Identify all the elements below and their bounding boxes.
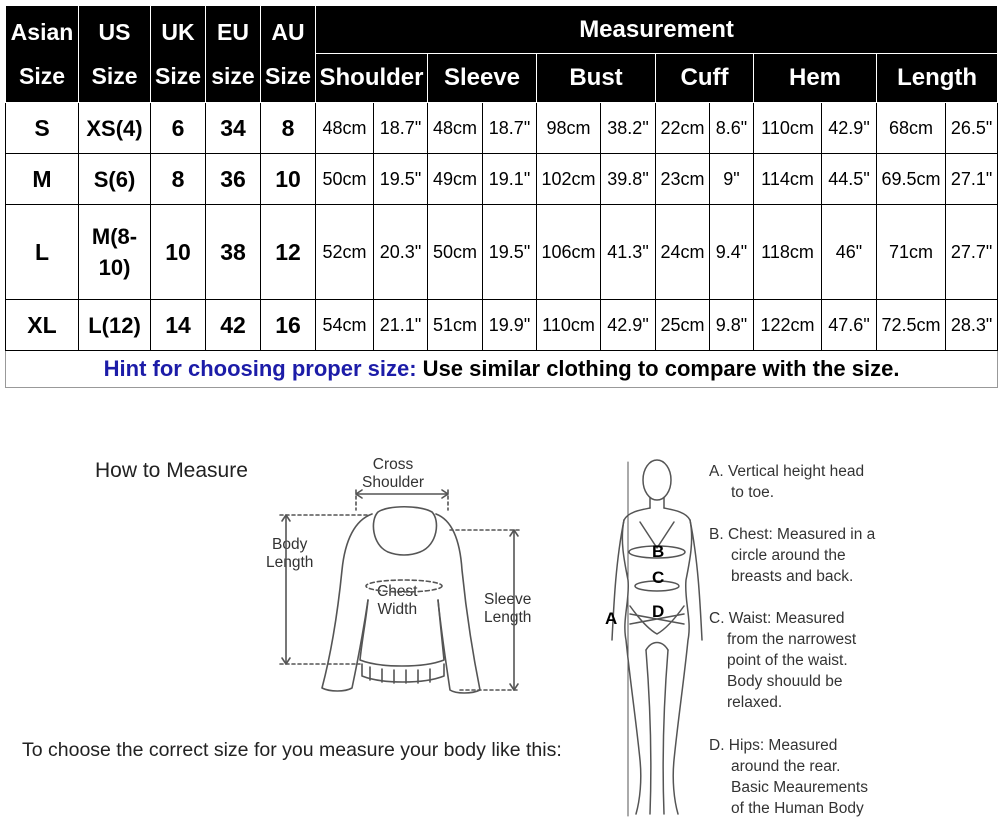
sleeve-in-cell: 19.5" bbox=[483, 205, 537, 300]
us-size-cell: L(12) bbox=[79, 300, 151, 351]
eu-size-cell: 36 bbox=[206, 154, 261, 205]
bust-in-cell: 39.8" bbox=[601, 154, 656, 205]
letter-b: B bbox=[652, 542, 665, 561]
us-size-cell: M(8-10) bbox=[79, 205, 151, 300]
sleeve-in-cell: 19.9" bbox=[483, 300, 537, 351]
au-size-cell: 16 bbox=[261, 300, 316, 351]
chest-width-label: Chest Width bbox=[377, 583, 418, 618]
letter-c: C bbox=[652, 568, 665, 587]
bust-cm-cell: 106cm bbox=[537, 205, 601, 300]
bust-in-cell: 38.2" bbox=[601, 103, 656, 154]
eu-size-cell: 38 bbox=[206, 205, 261, 300]
asian-size-cell: XL bbox=[6, 300, 79, 351]
cuff-cm-cell: 25cm bbox=[656, 300, 710, 351]
shoulder-cm-cell: 50cm bbox=[316, 154, 374, 205]
sleeve-length-label: Sleeve Length bbox=[484, 591, 532, 626]
sleeve-cm-cell: 49cm bbox=[428, 154, 483, 205]
cuff-in-cell: 8.6" bbox=[710, 103, 754, 154]
sleeve-cm-cell: 51cm bbox=[428, 300, 483, 351]
hem-in-cell: 44.5" bbox=[822, 154, 877, 205]
header-bust: Bust bbox=[537, 54, 656, 103]
cuff-cm-cell: 22cm bbox=[656, 103, 710, 154]
shoulder-cm-cell: 54cm bbox=[316, 300, 374, 351]
hem-in-cell: 47.6" bbox=[822, 300, 877, 351]
shoulder-in-cell: 21.1" bbox=[374, 300, 428, 351]
uk-size-cell: 6 bbox=[151, 103, 206, 154]
note-a: A. Vertical height head to toe. bbox=[709, 463, 865, 501]
header-sleeve: Sleeve bbox=[428, 54, 537, 103]
au-size-cell: 12 bbox=[261, 205, 316, 300]
sleeve-in-cell: 19.1" bbox=[483, 154, 537, 205]
eu-size-cell: 42 bbox=[206, 300, 261, 351]
cross-shoulder-label: Cross Shoulder bbox=[362, 456, 425, 491]
length-in-cell: 27.1" bbox=[946, 154, 998, 205]
us-size-cell: XS(4) bbox=[79, 103, 151, 154]
hint-text: Use similar clothing to compare with the size. bbox=[416, 356, 900, 381]
sleeve-in-cell: 18.7" bbox=[483, 103, 537, 154]
shoulder-cm-cell: 52cm bbox=[316, 205, 374, 300]
uk-size-cell: 8 bbox=[151, 154, 206, 205]
asian-size-cell: M bbox=[6, 154, 79, 205]
eu-size-cell: 34 bbox=[206, 103, 261, 154]
instruction-text: To choose the correct size for you measure your body like this: bbox=[22, 739, 562, 761]
shoulder-cm-cell: 48cm bbox=[316, 103, 374, 154]
header-measurement: Measurement bbox=[316, 6, 998, 54]
hem-cm-cell: 110cm bbox=[754, 103, 822, 154]
au-size-cell: 8 bbox=[261, 103, 316, 154]
shoulder-in-cell: 19.5" bbox=[374, 154, 428, 205]
header-eu-size: EU size bbox=[206, 6, 261, 103]
how-to-measure-title: How to Measure bbox=[95, 459, 248, 482]
length-cm-cell: 72.5cm bbox=[877, 300, 946, 351]
sleeve-cm-cell: 50cm bbox=[428, 205, 483, 300]
header-uk-size: UK Size bbox=[151, 6, 206, 103]
hem-in-cell: 46" bbox=[822, 205, 877, 300]
shoulder-in-cell: 20.3" bbox=[374, 205, 428, 300]
uk-size-cell: 14 bbox=[151, 300, 206, 351]
header-asian-size: Asian Size bbox=[6, 6, 79, 103]
length-in-cell: 28.3" bbox=[946, 300, 998, 351]
length-cm-cell: 69.5cm bbox=[877, 154, 946, 205]
length-in-cell: 27.7" bbox=[946, 205, 998, 300]
length-in-cell: 26.5" bbox=[946, 103, 998, 154]
cuff-in-cell: 9.8" bbox=[710, 300, 754, 351]
asian-size-cell: S bbox=[6, 103, 79, 154]
cuff-cm-cell: 24cm bbox=[656, 205, 710, 300]
hem-cm-cell: 114cm bbox=[754, 154, 822, 205]
bust-cm-cell: 98cm bbox=[537, 103, 601, 154]
bust-cm-cell: 110cm bbox=[537, 300, 601, 351]
sleeve-cm-cell: 48cm bbox=[428, 103, 483, 154]
letter-a: A bbox=[605, 609, 618, 628]
cuff-in-cell: 9" bbox=[710, 154, 754, 205]
hem-cm-cell: 118cm bbox=[754, 205, 822, 300]
note-d: D. Hips: Measured around the rear. Basic Meaurements of the Human Body bbox=[709, 737, 868, 817]
bust-cm-cell: 102cm bbox=[537, 154, 601, 205]
header-shoulder: Shoulder bbox=[316, 54, 428, 103]
cuff-in-cell: 9.4" bbox=[710, 205, 754, 300]
hem-cm-cell: 122cm bbox=[754, 300, 822, 351]
header-hem: Hem bbox=[754, 54, 877, 103]
bust-in-cell: 42.9" bbox=[601, 300, 656, 351]
hem-in-cell: 42.9" bbox=[822, 103, 877, 154]
header-length: Length bbox=[877, 54, 998, 103]
hint-label: Hint for choosing proper size: bbox=[103, 356, 417, 381]
asian-size-cell: L bbox=[6, 205, 79, 300]
note-b: B. Chest: Measured in a circle around the breasts and back. bbox=[709, 526, 876, 585]
uk-size-cell: 10 bbox=[151, 205, 206, 300]
letter-d: D bbox=[652, 602, 665, 621]
header-au-size: AU Size bbox=[261, 6, 316, 103]
note-c: C. Waist: Measured from the narrowest point of the waist. Body shouuld be relaxed. bbox=[709, 610, 857, 711]
bust-in-cell: 41.3" bbox=[601, 205, 656, 300]
shoulder-in-cell: 18.7" bbox=[374, 103, 428, 154]
cuff-cm-cell: 23cm bbox=[656, 154, 710, 205]
header-cuff: Cuff bbox=[656, 54, 754, 103]
header-us-size: US Size bbox=[79, 6, 151, 103]
body-length-label: Body Length bbox=[266, 536, 314, 571]
us-size-cell: S(6) bbox=[79, 154, 151, 205]
length-cm-cell: 71cm bbox=[877, 205, 946, 300]
length-cm-cell: 68cm bbox=[877, 103, 946, 154]
au-size-cell: 10 bbox=[261, 154, 316, 205]
